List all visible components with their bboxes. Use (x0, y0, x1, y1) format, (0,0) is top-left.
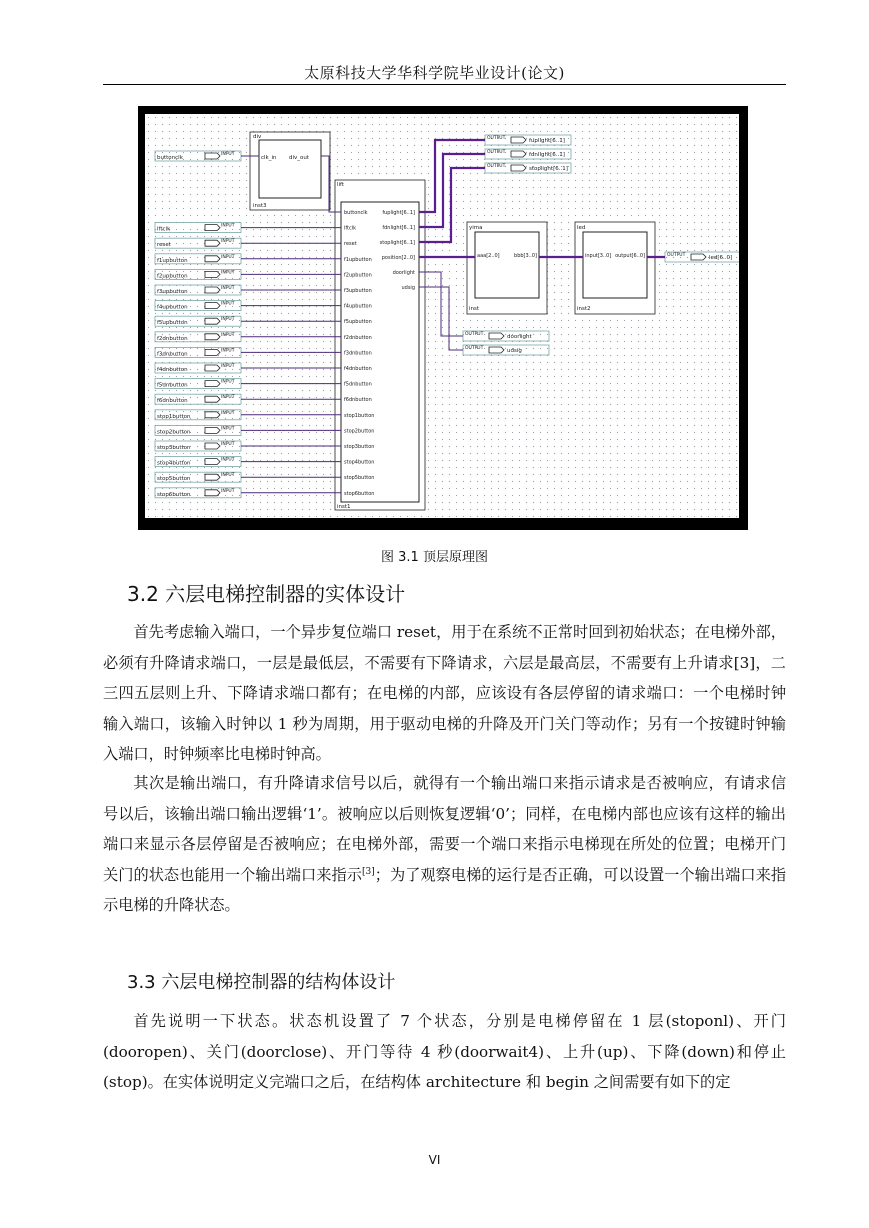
lift-out-port-1: fdnlight[6..1] (382, 225, 415, 231)
div-port-in: clk_in (261, 155, 277, 161)
pin-led-out-symbol (691, 254, 706, 260)
pin-stop6button-label: stop6button (157, 491, 191, 498)
lift-out-port-4: doorlight (392, 270, 415, 276)
section-3-3-paragraph-1: 首先说明一下状态。状态机设置了 7 个状态，分别是电梯停留在 1 层(stoponl)、开门(dooropen)、关门(doorclose)、开门等待 4 秒(doorwait4)、上升(up)、下降(down)和停止(stop)。在实体说明定义完端口之后，在结构体 architecture 和 begin 之间需要有如下的定 (103, 1012, 786, 1091)
pin-stop4button-type: INPUT (221, 457, 235, 463)
pin-buttonclk-label: buttonclk (157, 155, 183, 161)
lift-in-port-f6dnbutton: f6dnbutton (344, 397, 372, 404)
paragraph-2-text-a: 其次是输出端口，有升降请求信号以后，就得有一个输出端口来指示请求是否被响应，有请求信号以后，该输出端口输出逻辑‘1’。被响应以后则恢复逻辑‘0’；同样，在电梯内部也应该有这样的输出端口来显示各层停留是否被响应；在电梯外部，需要一个端口来指示电梯现在所处的位置；电梯开门关门的状态也能用一个输出端口来指示 (103, 774, 786, 884)
schematic-canvas (145, 114, 739, 518)
pin-f2upbutton-label: f2upbutton (157, 273, 188, 280)
lift-in-port-f3dnbutton: f3dnbutton (344, 350, 372, 357)
pin-f5upbutton-symbol (205, 318, 220, 324)
pin-bottom-0-symbol (489, 333, 504, 339)
figure-caption: 图 3.1 顶层原理图 (381, 550, 488, 565)
lift-in-port-f4dnbutton: f4dnbutton (344, 366, 372, 372)
pin-out-0-label: fuplight[6..1] (529, 138, 565, 144)
schematic-diagram (145, 114, 739, 518)
wire-bottom-0 (419, 272, 463, 336)
lift-out-port-5: udsig (401, 285, 415, 291)
pin-bottom-1-type: OUTPUT (465, 346, 484, 351)
pin-stop5button-symbol (205, 474, 220, 480)
pin-f5dnbutton-symbol (205, 381, 220, 387)
pin-stop2button-type: INPUT (221, 426, 235, 432)
pin-stop6button-type: INPUT (221, 488, 235, 494)
pin-f3upbutton-type: INPUT (221, 286, 235, 291)
led-port-out: output[6..0] (615, 253, 645, 259)
pin-out-1-type: OUTPUT (487, 150, 506, 155)
pin-stop3button-label: stop3button (157, 445, 191, 451)
pin-stop3button-type: INPUT (221, 442, 235, 447)
pin-f4dnbutton-type: INPUT (221, 364, 235, 369)
pin-reset-type: INPUT (221, 239, 235, 245)
pin-f2upbutton-symbol (205, 271, 220, 277)
section-3-2-paragraph-1: 首先考虑输入端口，一个异步复位端口 reset，用于在系统不正常时回到初始状态；在电梯外部，必须有升降请求端口，一层是最低层，不需要有下降请求，六层是最高层，不需要有上升请求[3]，二三四五层则上升、下降请求端口都有；在电梯的内部，应该设有各层停留的请求端口：一个电梯时钟输入端口，该输入时钟以 1 秒为周期，用于驱动电梯的升降及开门关门等动作；另有一个按键时钟输入端口，时钟频率比电梯时钟高。 (103, 623, 786, 763)
pin-stop6button-symbol (205, 490, 220, 496)
pin-stop2button-label: stop2button (157, 429, 191, 436)
pin-f4dnbutton-symbol (205, 365, 220, 371)
pin-buttonclk-symbol (205, 153, 220, 159)
pin-out-1-label: fdnlight[6..1] (529, 152, 565, 158)
pin-f1upbutton-symbol (205, 256, 220, 262)
yima-block-body (475, 232, 539, 298)
pin-lftclk-symbol (205, 225, 220, 231)
pin-bottom-0-label: doorlight (507, 334, 532, 340)
paragraph-2-text-b: ；为了观察电梯的运行是否正确，可以设置一个输出端口来指示电梯的升降状态。 (103, 865, 787, 914)
pin-f3dnbutton-label: f3dnbutton (157, 351, 188, 358)
citation-3[interactable]: [3] (361, 866, 375, 877)
lift-in-port-f2dnbutton: f2dnbutton (344, 334, 372, 341)
pin-out-0-type: OUTPUT (487, 136, 506, 141)
lift-in-port-f1upbutton: f1upbutton (344, 256, 372, 263)
led-block-body (583, 232, 647, 298)
pin-f2upbutton-type: INPUT (221, 270, 235, 276)
lift-out-port-0: fuplight[6..1] (382, 210, 415, 216)
lift-in-port-f2upbutton: f2upbutton (344, 272, 372, 279)
pin-f5upbutton-label: f5upbutton (157, 320, 188, 327)
pin-f2dnbutton-symbol (205, 334, 220, 340)
lift-in-port-f3upbutton: f3upbutton (344, 288, 372, 294)
pin-f6dnbutton-label: f6dnbutton (157, 398, 188, 405)
header-rule (103, 84, 786, 85)
page-number: VI (428, 1153, 441, 1167)
pin-bottom-0-type: OUTPUT (465, 332, 484, 337)
pin-stop1button-type: INPUT (221, 410, 235, 416)
led-block-title: led (577, 225, 586, 231)
lift-out-port-3: position[2..0] (381, 255, 415, 261)
pin-out-0-symbol (511, 137, 526, 143)
pin-buttonclk-type: INPUT (221, 152, 235, 157)
pin-out-2-label: stoplight[6..1] (529, 166, 568, 172)
pin-f3upbutton-symbol (205, 287, 220, 293)
lift-in-port-buttonclk: buttonclk (344, 210, 368, 216)
pin-f6dnbutton-type: INPUT (221, 395, 235, 401)
yima-block-inst: inst (469, 306, 480, 312)
lift-block-inst: inst1 (337, 504, 351, 510)
pin-f3upbutton-label: f3upbutton (157, 289, 188, 295)
pin-f1upbutton-type: INPUT (221, 254, 235, 260)
led-block-inst: inst2 (577, 306, 591, 312)
page-header-title: 太原科技大学华科学院毕业设计(论文) (304, 64, 565, 82)
pin-bottom-1-symbol (489, 347, 504, 353)
section-heading-3-2: 3.2 六层电梯控制器的实体设计 (127, 582, 406, 606)
pin-stop4button-label: stop4button (157, 460, 191, 467)
lift-block-title: lift (337, 182, 345, 188)
pin-reset-label: reset (157, 242, 171, 249)
lift-in-port-reset: reset (344, 241, 357, 248)
pin-stop1button-label: stop1button (157, 413, 191, 420)
pin-stop3button-symbol (205, 443, 220, 449)
lift-in-port-stop2button: stop2button (344, 428, 375, 435)
pin-stop2button-symbol (205, 427, 220, 433)
pin-f5dnbutton-type: INPUT (221, 379, 235, 385)
pin-stop5button-type: INPUT (221, 473, 235, 479)
lift-in-port-lftclk: lftclk (344, 225, 357, 232)
section-3-2-paragraph-2 (103, 768, 786, 921)
led-port-in: input[3..0] (585, 253, 612, 259)
pin-f4dnbutton-label: f4dnbutton (157, 367, 188, 373)
pin-f6dnbutton-symbol (205, 396, 220, 402)
pin-out-2-symbol (511, 165, 526, 171)
lift-in-port-stop6button: stop6button (344, 490, 375, 497)
lift-in-port-stop4button: stop4button (344, 459, 375, 466)
lift-out-port-2: stoplight[6..1] (379, 240, 415, 246)
pin-reset-symbol (205, 240, 220, 246)
pin-out-1-symbol (511, 151, 526, 157)
pin-f5upbutton-type: INPUT (221, 317, 235, 323)
div-port-out: div_out (289, 155, 310, 161)
div-block-title: div (253, 134, 262, 140)
pin-stop4button-symbol (205, 459, 220, 465)
pin-f4upbutton-symbol (205, 303, 220, 309)
pin-led-out-label: led[6..0] (709, 255, 733, 261)
lift-in-port-stop5button: stop5button (344, 475, 375, 482)
pin-lftclk-type: INPUT (221, 223, 235, 229)
div-block-body (259, 140, 321, 198)
pin-bottom-1-label: udsig (507, 348, 522, 354)
section-heading-3-3: 3.3 六层电梯控制器的结构体设计 (127, 972, 396, 993)
lift-in-port-stop1button: stop1button (344, 412, 375, 419)
schematic-figure (138, 106, 748, 530)
pin-f4upbutton-type: INPUT (221, 301, 235, 307)
pin-f2dnbutton-label: f2dnbutton (157, 335, 188, 342)
pin-f2dnbutton-type: INPUT (221, 332, 235, 338)
pin-out-2-type: OUTPUT (487, 164, 506, 169)
pin-stop1button-symbol (205, 412, 220, 418)
pin-f3dnbutton-symbol (205, 349, 220, 355)
lift-in-port-f5dnbutton: f5dnbutton (344, 381, 372, 388)
pin-lftclk-label: lftclk (157, 226, 171, 233)
yima-block-title: yima (469, 225, 483, 231)
lift-in-port-f5upbutton: f5upbutton (344, 319, 372, 326)
pin-f1upbutton-label: f1upbutton (157, 257, 188, 264)
div-block-inst: inst3 (253, 203, 267, 209)
pin-f4upbutton-label: f4upbutton (157, 304, 188, 311)
lift-in-port-f4upbutton: f4upbutton (344, 303, 372, 310)
pin-f5dnbutton-label: f5dnbutton (157, 382, 188, 389)
pin-led-out-type: OUTPUT (667, 253, 686, 258)
lift-in-port-stop3button: stop3button (344, 444, 375, 450)
pin-f3dnbutton-type: INPUT (221, 348, 235, 354)
pin-stop5button-label: stop5button (157, 476, 191, 483)
yima-port-in: aaa[2..0] (477, 253, 500, 259)
yima-port-out: bbb[3..0] (514, 253, 537, 259)
